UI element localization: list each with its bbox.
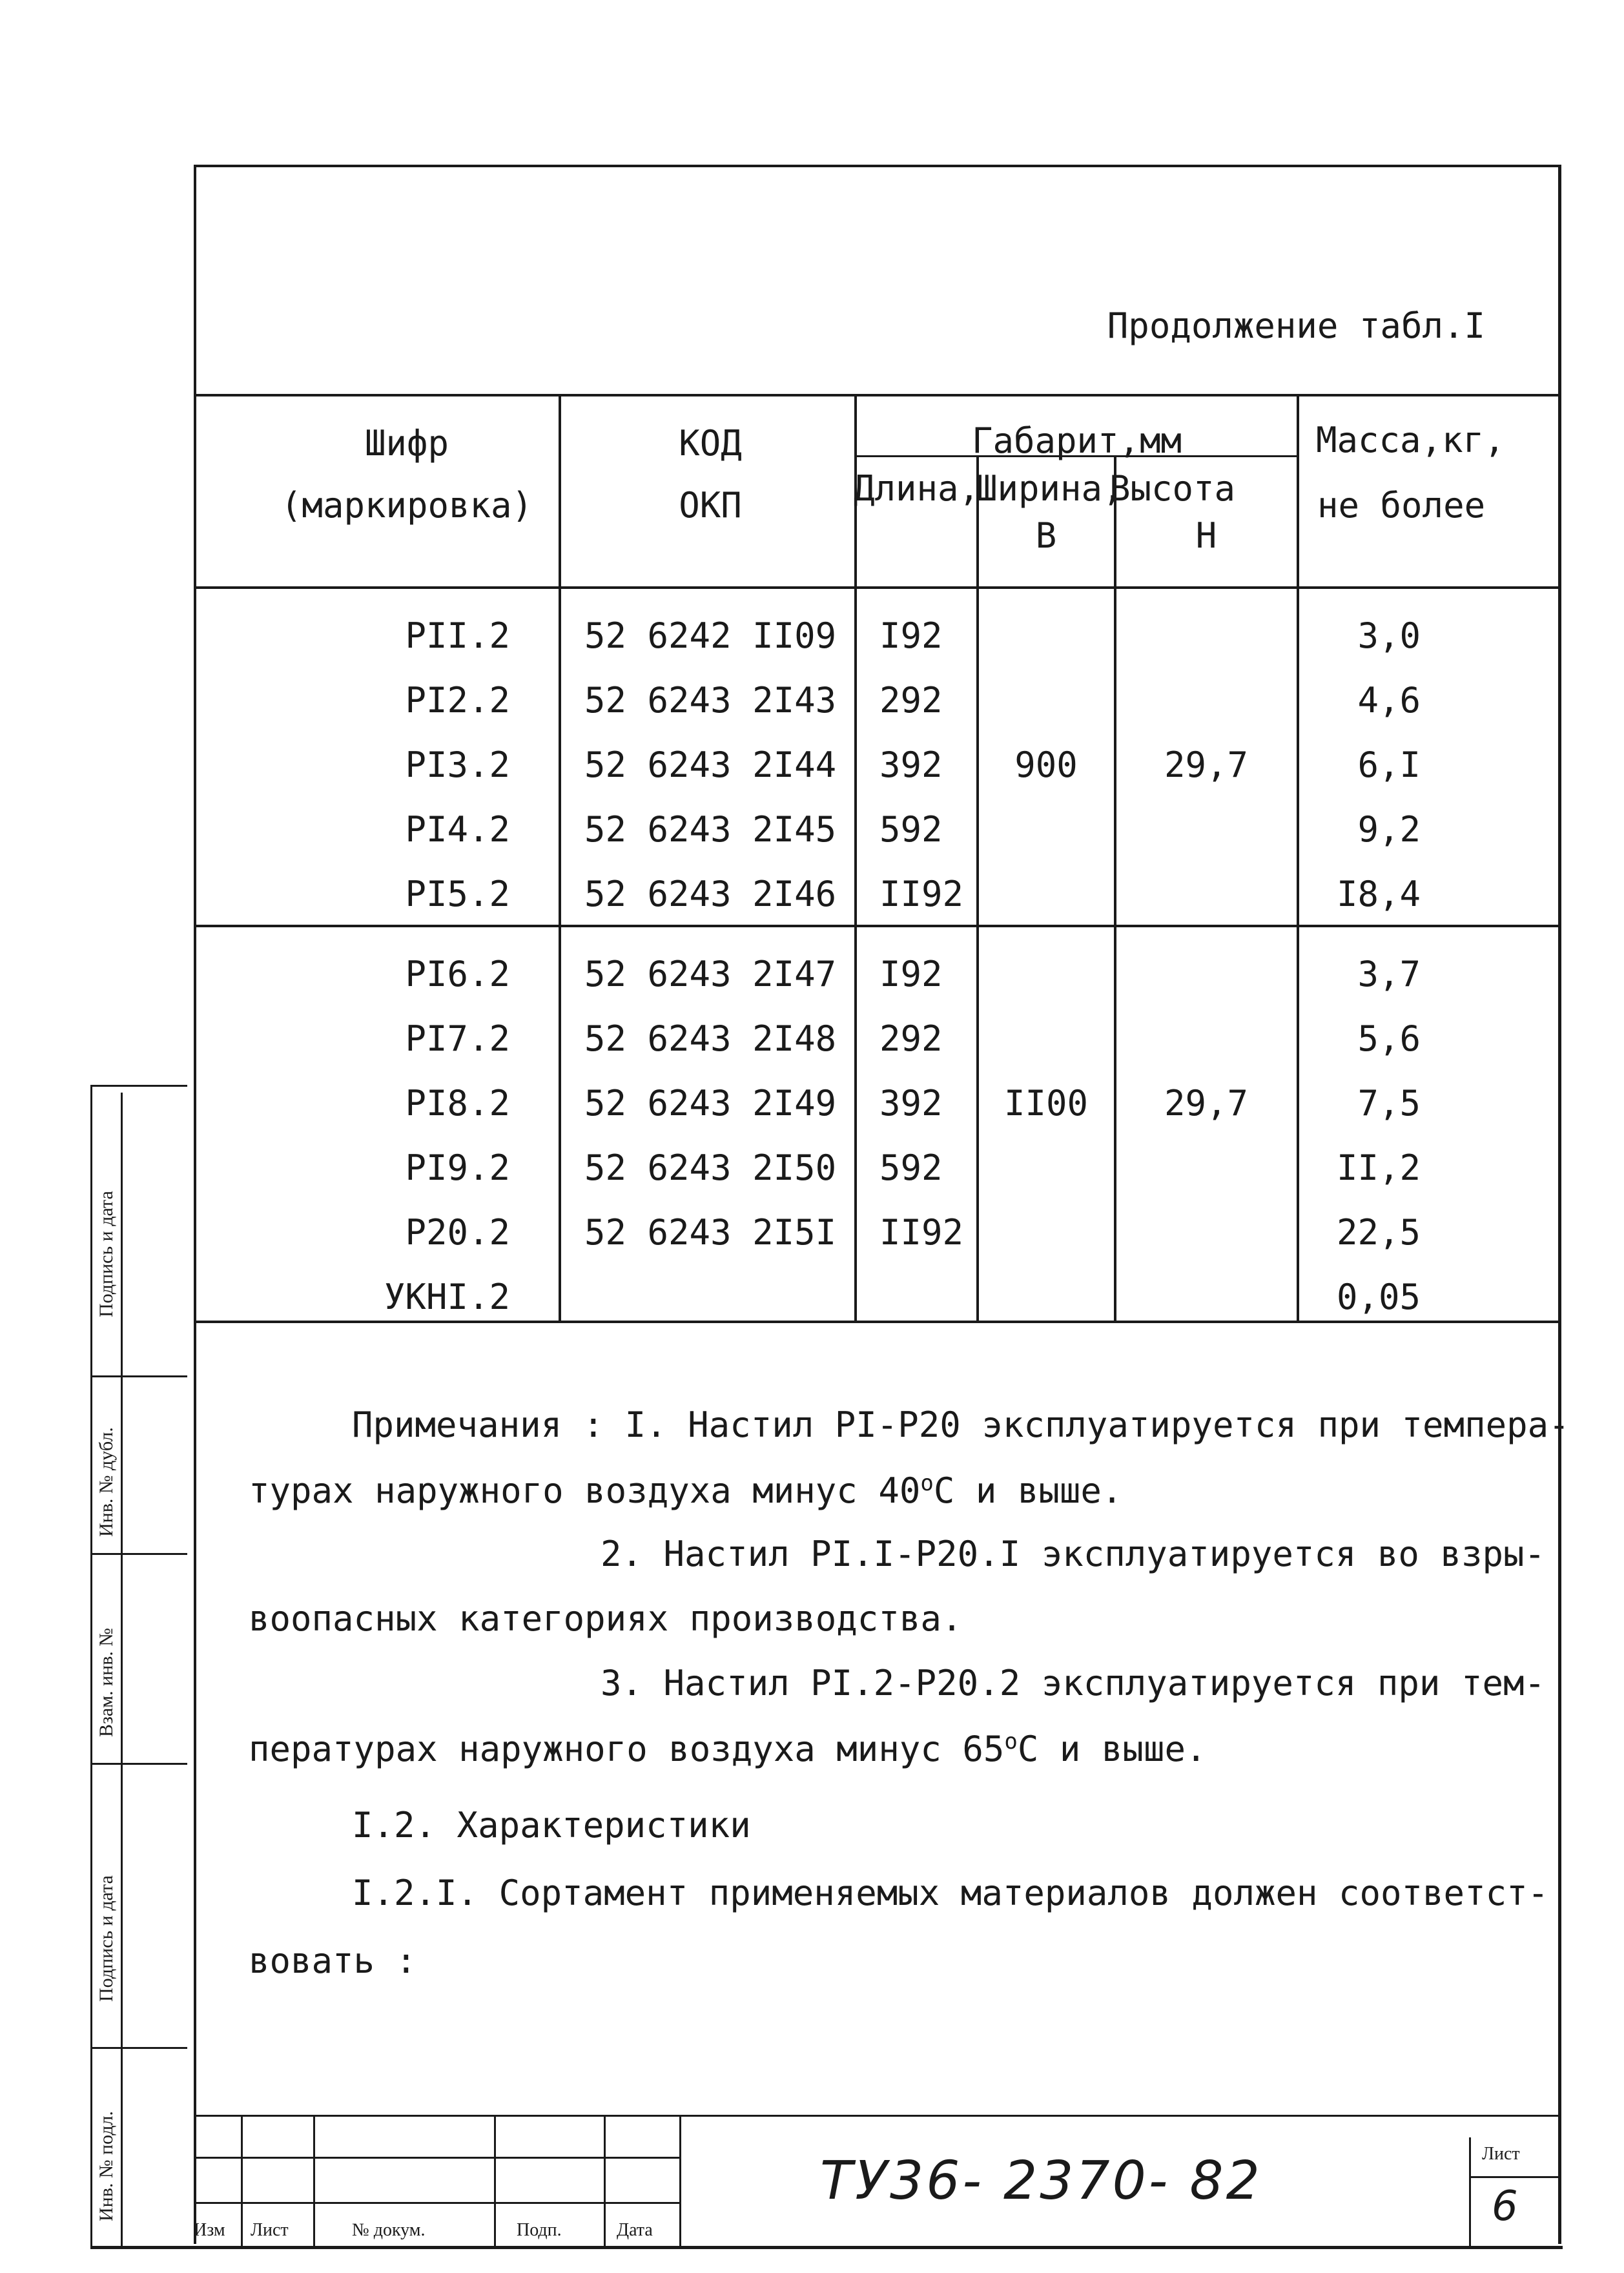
cell-length: II92 <box>879 874 964 914</box>
cell-cipher: PII.2 <box>405 615 510 656</box>
continuation-title: Продолжение табл.I <box>1107 305 1485 346</box>
subsection-line-1: I.2.I. Сортамент применяемых материалов должен соответст- <box>352 1873 1549 1913</box>
group-divider-line <box>194 925 1561 927</box>
table-bottom-line <box>194 1321 1561 1323</box>
stamp-col-line <box>679 2115 681 2247</box>
cell-cipher: УКНI.2 <box>384 1277 510 1317</box>
header-width: Ширина, <box>976 468 1124 509</box>
cell-mass: 22,5 <box>1336 1212 1421 1253</box>
note-2-line-1: 2. Настил PI.I-P20.I эксплуатируется во взры- <box>601 1534 1545 1574</box>
cell-length: 392 <box>879 745 943 785</box>
side-label-inv-orig: Инв. № подл. <box>96 2111 117 2221</box>
degree-mark: o <box>1004 1729 1018 1754</box>
section-heading: I.2. Характеристики <box>352 1805 751 1846</box>
cell-cipher: PI6.2 <box>405 954 510 994</box>
note-1-line-1: Примечания : I. Настил PI-P20 эксплуатируется при темпера- <box>352 1404 1570 1445</box>
stamp-col-line <box>313 2115 315 2247</box>
stamp-col-line <box>241 2115 243 2247</box>
cell-length: I92 <box>879 615 943 656</box>
group2-height: 29,7 <box>1164 1083 1249 1124</box>
note-3-text: пературах наружного воздуха минус 65 <box>249 1729 1005 1769</box>
stamp-col-izm: Изм <box>194 2220 225 2240</box>
header-code-sub: ОКП <box>679 485 742 526</box>
cell-code: 52 6242 II09 <box>584 615 837 656</box>
cell-length: 592 <box>879 809 943 850</box>
cell-mass: 5,6 <box>1357 1018 1421 1059</box>
side-strip-line <box>90 1553 187 1555</box>
cell-length: 292 <box>879 1018 943 1059</box>
page-bottom-border <box>90 2246 1563 2249</box>
sheet-label: Лист <box>1482 2144 1520 2164</box>
note-3-line-2 <box>249 1731 1206 1767</box>
cell-cipher: PI9.2 <box>405 1147 510 1188</box>
header-width-sub: В <box>1035 515 1057 556</box>
header-cipher-sub: (маркировка) <box>280 485 533 526</box>
cell-length: 592 <box>879 1147 943 1188</box>
stamp-row-line <box>194 2157 681 2159</box>
cell-cipher: PI5.2 <box>405 874 510 914</box>
cell-code: 52 6243 2I48 <box>584 1018 837 1059</box>
side-strip-line <box>90 2047 187 2049</box>
cell-mass: 6,I <box>1357 745 1421 785</box>
cell-cipher: PI3.2 <box>405 745 510 785</box>
cell-mass: 3,7 <box>1357 954 1421 994</box>
cell-cipher: PI7.2 <box>405 1018 510 1059</box>
table-top-line <box>194 394 1561 396</box>
header-cipher: Шифр <box>364 423 449 464</box>
header-mass: Масса,кг, <box>1316 420 1505 460</box>
group1-width: 900 <box>1014 745 1078 785</box>
stamp-sheet-line <box>1469 2176 1561 2178</box>
stamp-col-sign: Подп. <box>517 2220 562 2240</box>
cell-code: 52 6243 2I44 <box>584 745 837 785</box>
cell-code: 52 6243 2I49 <box>584 1083 837 1124</box>
stamp-top-line <box>194 2115 1561 2117</box>
header-bottom-line <box>194 586 1561 589</box>
col-divider-cipher <box>559 394 561 1322</box>
document-designation: ТУ36- 2370- 82 <box>820 2150 1262 2212</box>
cell-mass: I8,4 <box>1336 874 1421 914</box>
cell-cipher: PI4.2 <box>405 809 510 850</box>
cell-length: II92 <box>879 1212 964 1253</box>
group1-height: 29,7 <box>1164 745 1249 785</box>
header-dims-group: Габарит,мм <box>971 420 1182 461</box>
cell-length: 392 <box>879 1083 943 1124</box>
degree-mark: o <box>920 1470 934 1496</box>
side-label-sign-date-2: Подпись и дата <box>96 1875 117 2002</box>
col-divider-width <box>1114 455 1116 1322</box>
side-strip-line <box>90 1763 187 1765</box>
side-strip-inner-line <box>121 1093 123 2247</box>
cell-length: I92 <box>879 954 943 994</box>
side-label-inv-dup: Инв. № дубл. <box>96 1427 117 1537</box>
cell-code: 52 6243 2I43 <box>584 680 837 721</box>
cell-code: 52 6243 2I5I <box>584 1212 837 1253</box>
cell-mass: 9,2 <box>1357 809 1421 850</box>
cell-mass: 7,5 <box>1357 1083 1421 1124</box>
stamp-col-line <box>604 2115 606 2247</box>
col-divider-length <box>976 455 979 1322</box>
group2-width: II00 <box>1003 1083 1089 1124</box>
side-strip-line <box>90 1375 187 1377</box>
side-label-sign-date: Подпись и дата <box>96 1191 117 1317</box>
stamp-col-line <box>1469 2137 1471 2247</box>
cell-mass: 0,05 <box>1336 1277 1421 1317</box>
side-strip-line <box>90 1085 187 1087</box>
note-3-tail: С и выше. <box>1017 1729 1207 1769</box>
header-mass-sub: не более <box>1317 485 1486 526</box>
stamp-row-line <box>194 2202 681 2204</box>
note-2-line-2: воопасных категориях производства. <box>249 1598 963 1639</box>
note-1-tail: С и выше. <box>933 1470 1123 1511</box>
cell-length: 292 <box>879 680 943 721</box>
cell-code: 52 6243 2I46 <box>584 874 837 914</box>
header-code: КОД <box>679 423 742 464</box>
header-height: Высота <box>1109 468 1236 509</box>
stamp-col-list: Лист <box>251 2220 289 2240</box>
cell-code: 52 6243 2I50 <box>584 1147 837 1188</box>
cell-mass: II,2 <box>1336 1147 1421 1188</box>
sheet-number: 6 <box>1492 2183 1521 2230</box>
side-strip-outer-line <box>90 1085 92 2247</box>
col-divider-code <box>854 394 857 1322</box>
cell-cipher: PI2.2 <box>405 680 510 721</box>
cell-mass: 3,0 <box>1357 615 1421 656</box>
cell-cipher: PI8.2 <box>405 1083 510 1124</box>
cell-cipher: P20.2 <box>405 1212 510 1253</box>
header-height-sub: Н <box>1195 515 1217 556</box>
cell-mass: 4,6 <box>1357 680 1421 721</box>
header-length: Длина, <box>854 468 980 509</box>
note-1-text: турах наружного воздуха минус 40 <box>249 1470 921 1511</box>
note-3-line-1: 3. Настил PI.2-P20.2 эксплуатируется при тем- <box>601 1663 1545 1703</box>
stamp-col-line <box>494 2115 496 2247</box>
cell-code: 52 6243 2I45 <box>584 809 837 850</box>
subsection-line-2: вовать : <box>249 1940 417 1981</box>
stamp-col-date: Дата <box>617 2220 653 2240</box>
side-label-vzam-inv: Взам. инв. № <box>96 1627 117 1737</box>
cell-code: 52 6243 2I47 <box>584 954 837 994</box>
stamp-col-doc: № докум. <box>352 2220 426 2240</box>
note-1-line-2 <box>249 1470 1123 1511</box>
